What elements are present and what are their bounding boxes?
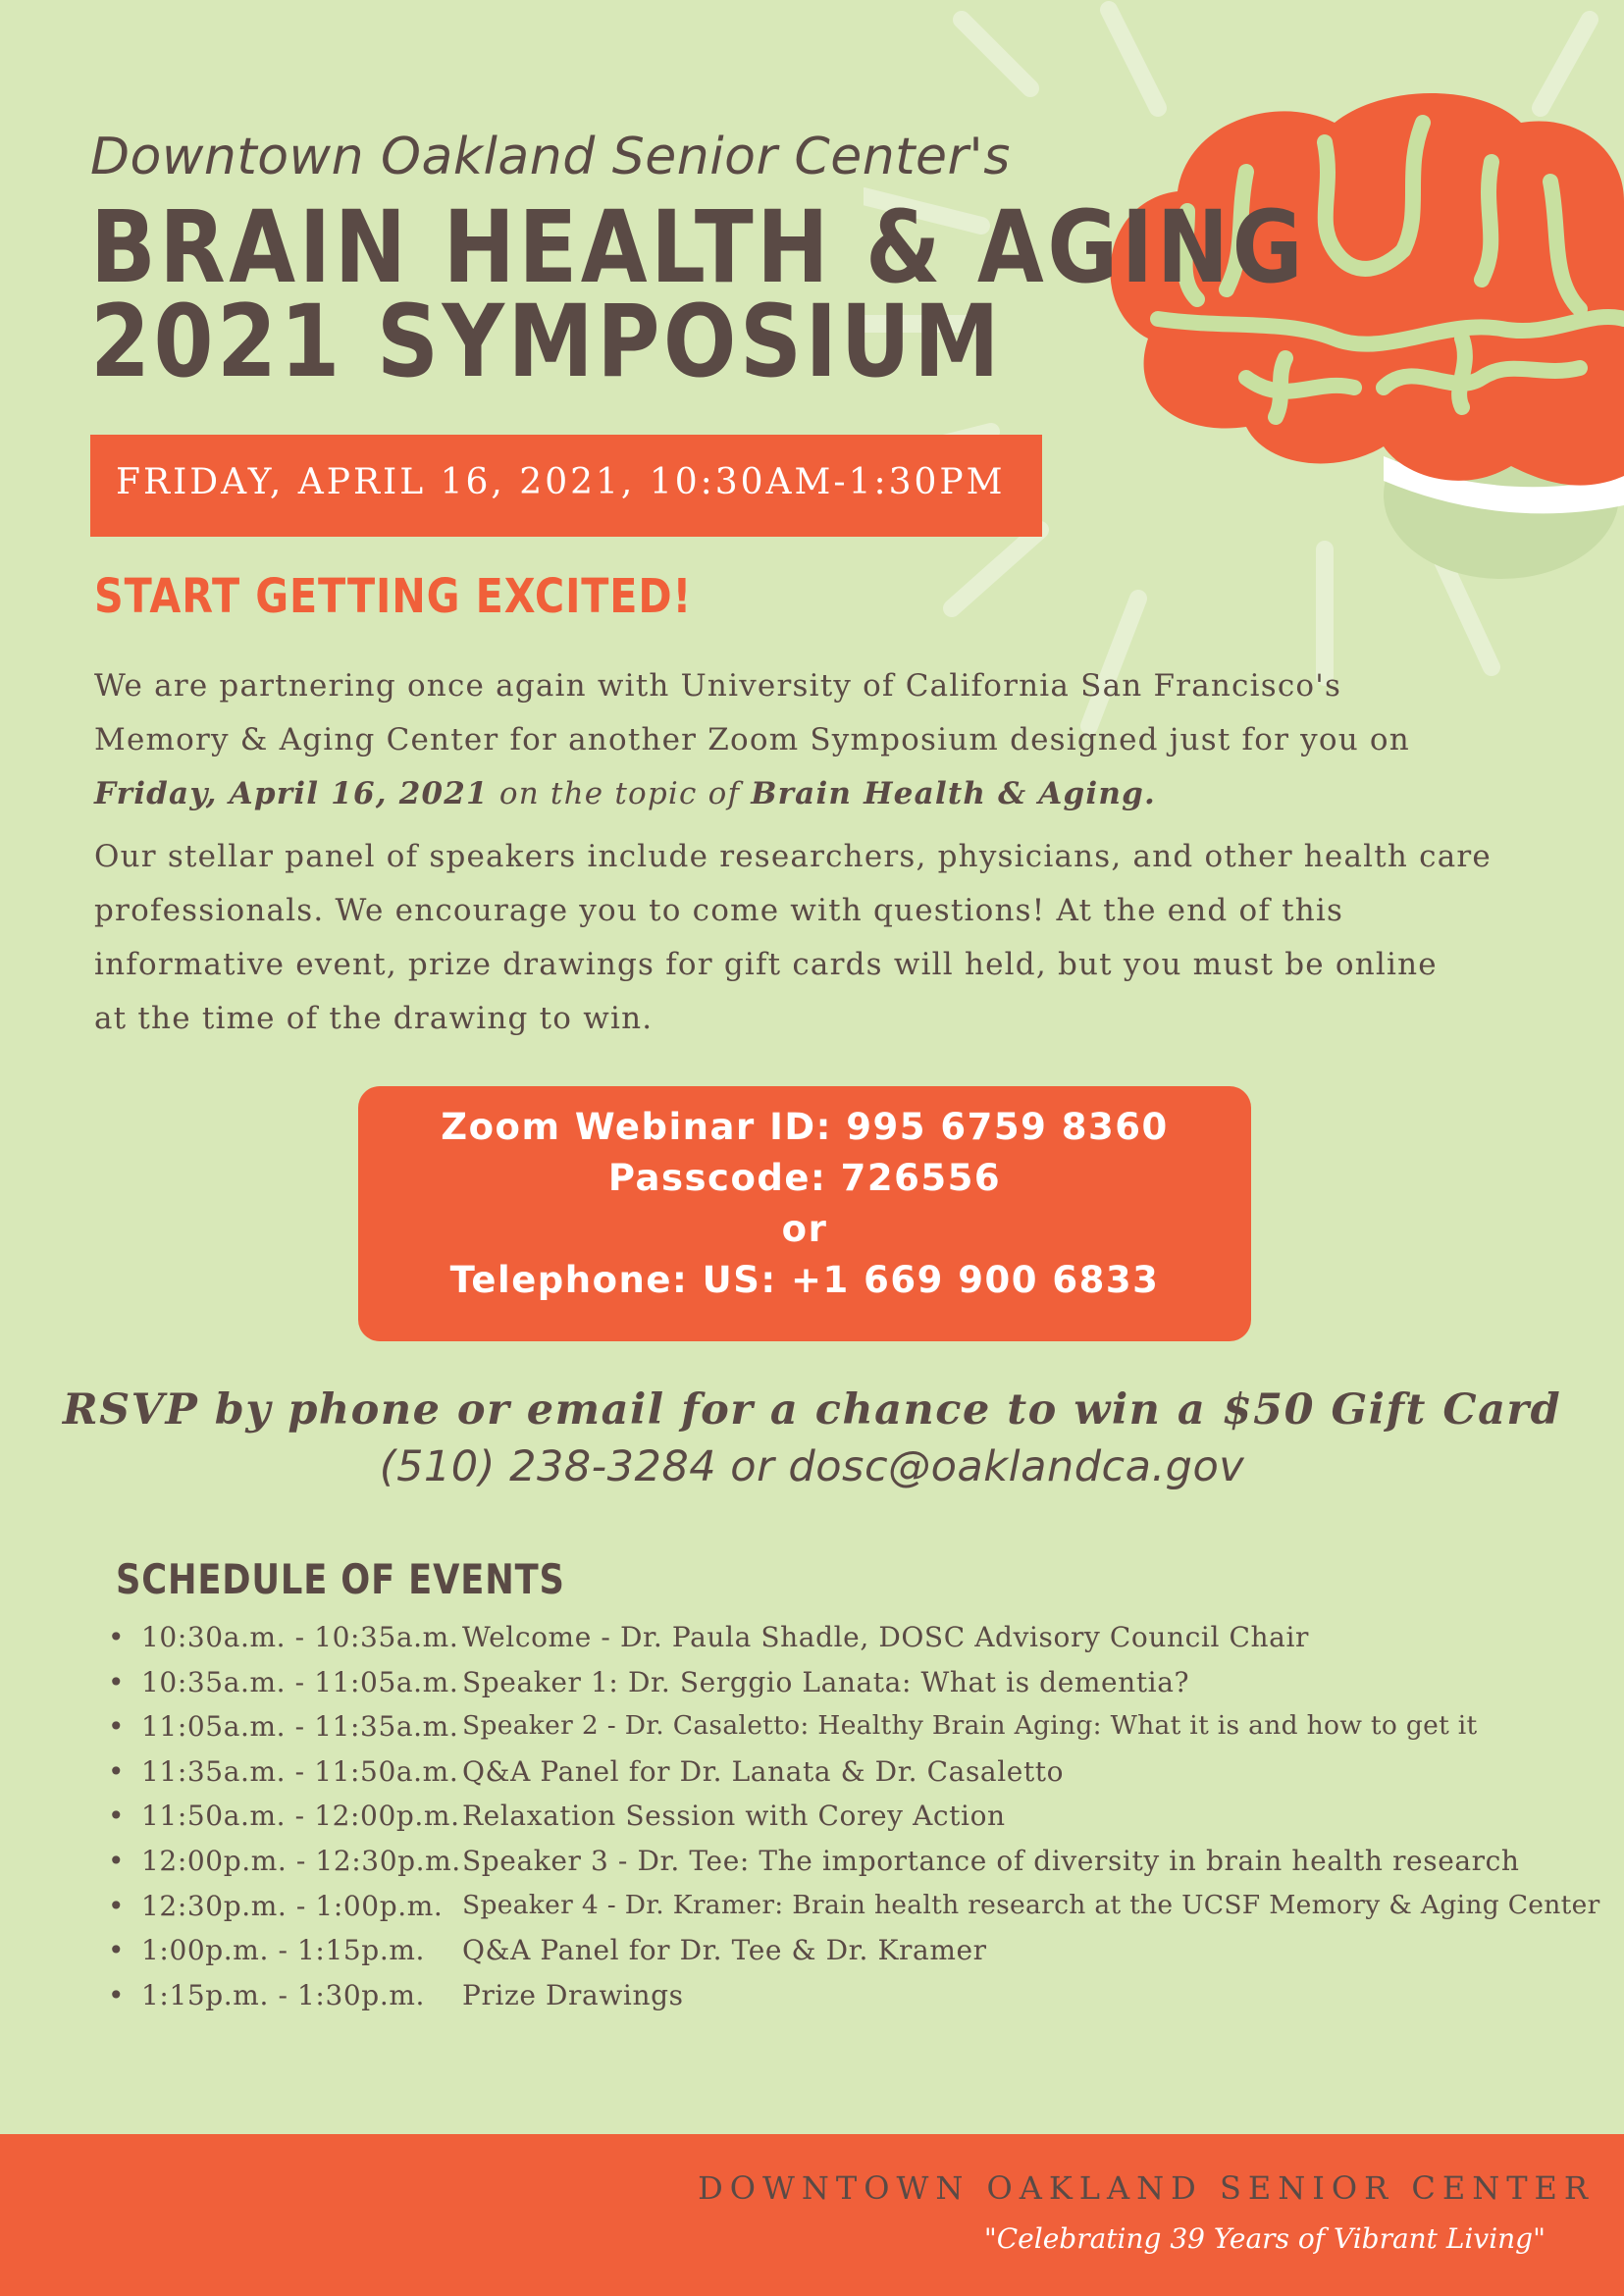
zoom-webinar-id[interactable]: Zoom Webinar ID: 995 6759 8360: [441, 1106, 1169, 1148]
title-line-2: 2021 SYMPOSIUM: [90, 284, 1004, 400]
p1-line-1: We are partnering once again with University of California San Francisco's: [94, 668, 1342, 704]
zoom-telephone[interactable]: Telephone: US: +1 669 900 6833: [449, 1259, 1160, 1301]
center-name-subtitle: Downtown Oakland Senior Center's: [90, 128, 1011, 186]
p2-line-2: professionals. We encourage you to come with questions! At the end of this: [94, 893, 1344, 928]
p2-line-3: informative event, prize drawings for gift cards will held, but you must be online: [94, 947, 1438, 982]
schedule-event: Q&A Panel for Dr. Tee & Dr. Kramer: [462, 1934, 987, 1967]
bullet-icon: •: [108, 1710, 126, 1744]
zoom-info-box: [358, 1086, 1251, 1341]
bullet-icon: •: [108, 1889, 126, 1922]
footer-tagline: "Celebrating 39 Years of Vibrant Living": [983, 2222, 1545, 2255]
p1-line-2: Memory & Aging Center for another Zoom Symposium designed just for you on: [94, 722, 1410, 757]
schedule-time: 1:15p.m. - 1:30p.m.: [141, 1978, 425, 2011]
schedule-heading: SCHEDULE OF EVENTS: [116, 1555, 565, 1603]
title-line-1: BRAIN HEALTH & AGING: [90, 189, 1307, 306]
p2-line-1: Our stellar panel of speakers include researchers, physicians, and other health care: [94, 839, 1492, 874]
schedule-time: 11:50a.m. - 12:00p.m.: [141, 1800, 460, 1833]
page-title: [90, 189, 1307, 400]
event-date-emphasis: Friday, April 16, 2021: [94, 776, 489, 811]
bullet-icon: •: [108, 1845, 126, 1877]
schedule-event: Speaker 1: Dr. Serggio Lanata: What is dementia?: [462, 1665, 1190, 1698]
schedule-time: 10:30a.m. - 10:35a.m.: [141, 1621, 459, 1653]
p2-line-4: at the time of the drawing to win.: [94, 1001, 654, 1036]
schedule-time: 12:30p.m. - 1:00p.m.: [141, 1889, 444, 1922]
date-banner: [90, 435, 1042, 537]
schedule-event: Speaker 2 - Dr. Casaletto: Healthy Brain Aging: What it is and how to get it: [462, 1710, 1478, 1742]
bullet-icon: •: [108, 1934, 126, 1967]
bullet-icon: •: [108, 1754, 126, 1788]
bullet-icon: •: [108, 1621, 126, 1653]
schedule-event: Q&A Panel for Dr. Lanata & Dr. Casaletto: [462, 1754, 1065, 1788]
footer-org-name: DOWNTOWN OAKLAND SENIOR CENTER: [698, 2169, 1595, 2207]
schedule-event: Speaker 4 - Dr. Kramer: Brain health research at the UCSF Memory & Aging Center: [462, 1889, 1600, 1920]
intro-paragraph-2: [94, 830, 1546, 1046]
schedule-event: Prize Drawings: [462, 1978, 684, 2011]
schedule-time: 1:00p.m. - 1:15p.m.: [141, 1934, 425, 1967]
rsvp-contact[interactable]: (510) 238-3284 or dosc@oaklandca.gov: [379, 1442, 1245, 1491]
schedule-event: Speaker 3 - Dr. Tee: The importance of diversity in brain health research: [462, 1845, 1520, 1877]
schedule-time: 12:00p.m. - 12:30p.m.: [141, 1845, 461, 1877]
schedule-time: 11:35a.m. - 11:50a.m.: [141, 1754, 459, 1788]
event-date-time: FRIDAY, APRIL 16, 2021, 10:30AM-1:30PM: [116, 462, 1006, 502]
schedule-event: Relaxation Session with Corey Action: [462, 1800, 1006, 1833]
p1-connector: on the topic of: [488, 776, 752, 811]
intro-paragraph-1: [94, 659, 1546, 821]
schedule-time: 11:05a.m. - 11:35a.m.: [141, 1710, 459, 1744]
schedule-event: Welcome - Dr. Paula Shadle, DOSC Advisory Council Chair: [462, 1621, 1310, 1653]
zoom-or: or: [781, 1208, 828, 1250]
topic-emphasis: Brain Health & Aging.: [751, 776, 1156, 811]
bullet-icon: •: [108, 1665, 126, 1698]
bullet-icon: •: [108, 1978, 126, 2011]
schedule-time: 10:35a.m. - 11:05a.m.: [141, 1665, 459, 1698]
rsvp-line: RSVP by phone or email for a chance to win a $50 Gift Card: [62, 1385, 1562, 1435]
p1-line-3: [94, 767, 1546, 821]
zoom-passcode: Passcode: 726556: [607, 1157, 1002, 1199]
excited-heading: START GETTING EXCITED!: [94, 569, 693, 624]
bullet-icon: •: [108, 1800, 126, 1833]
footer-band: [0, 2134, 1624, 2296]
